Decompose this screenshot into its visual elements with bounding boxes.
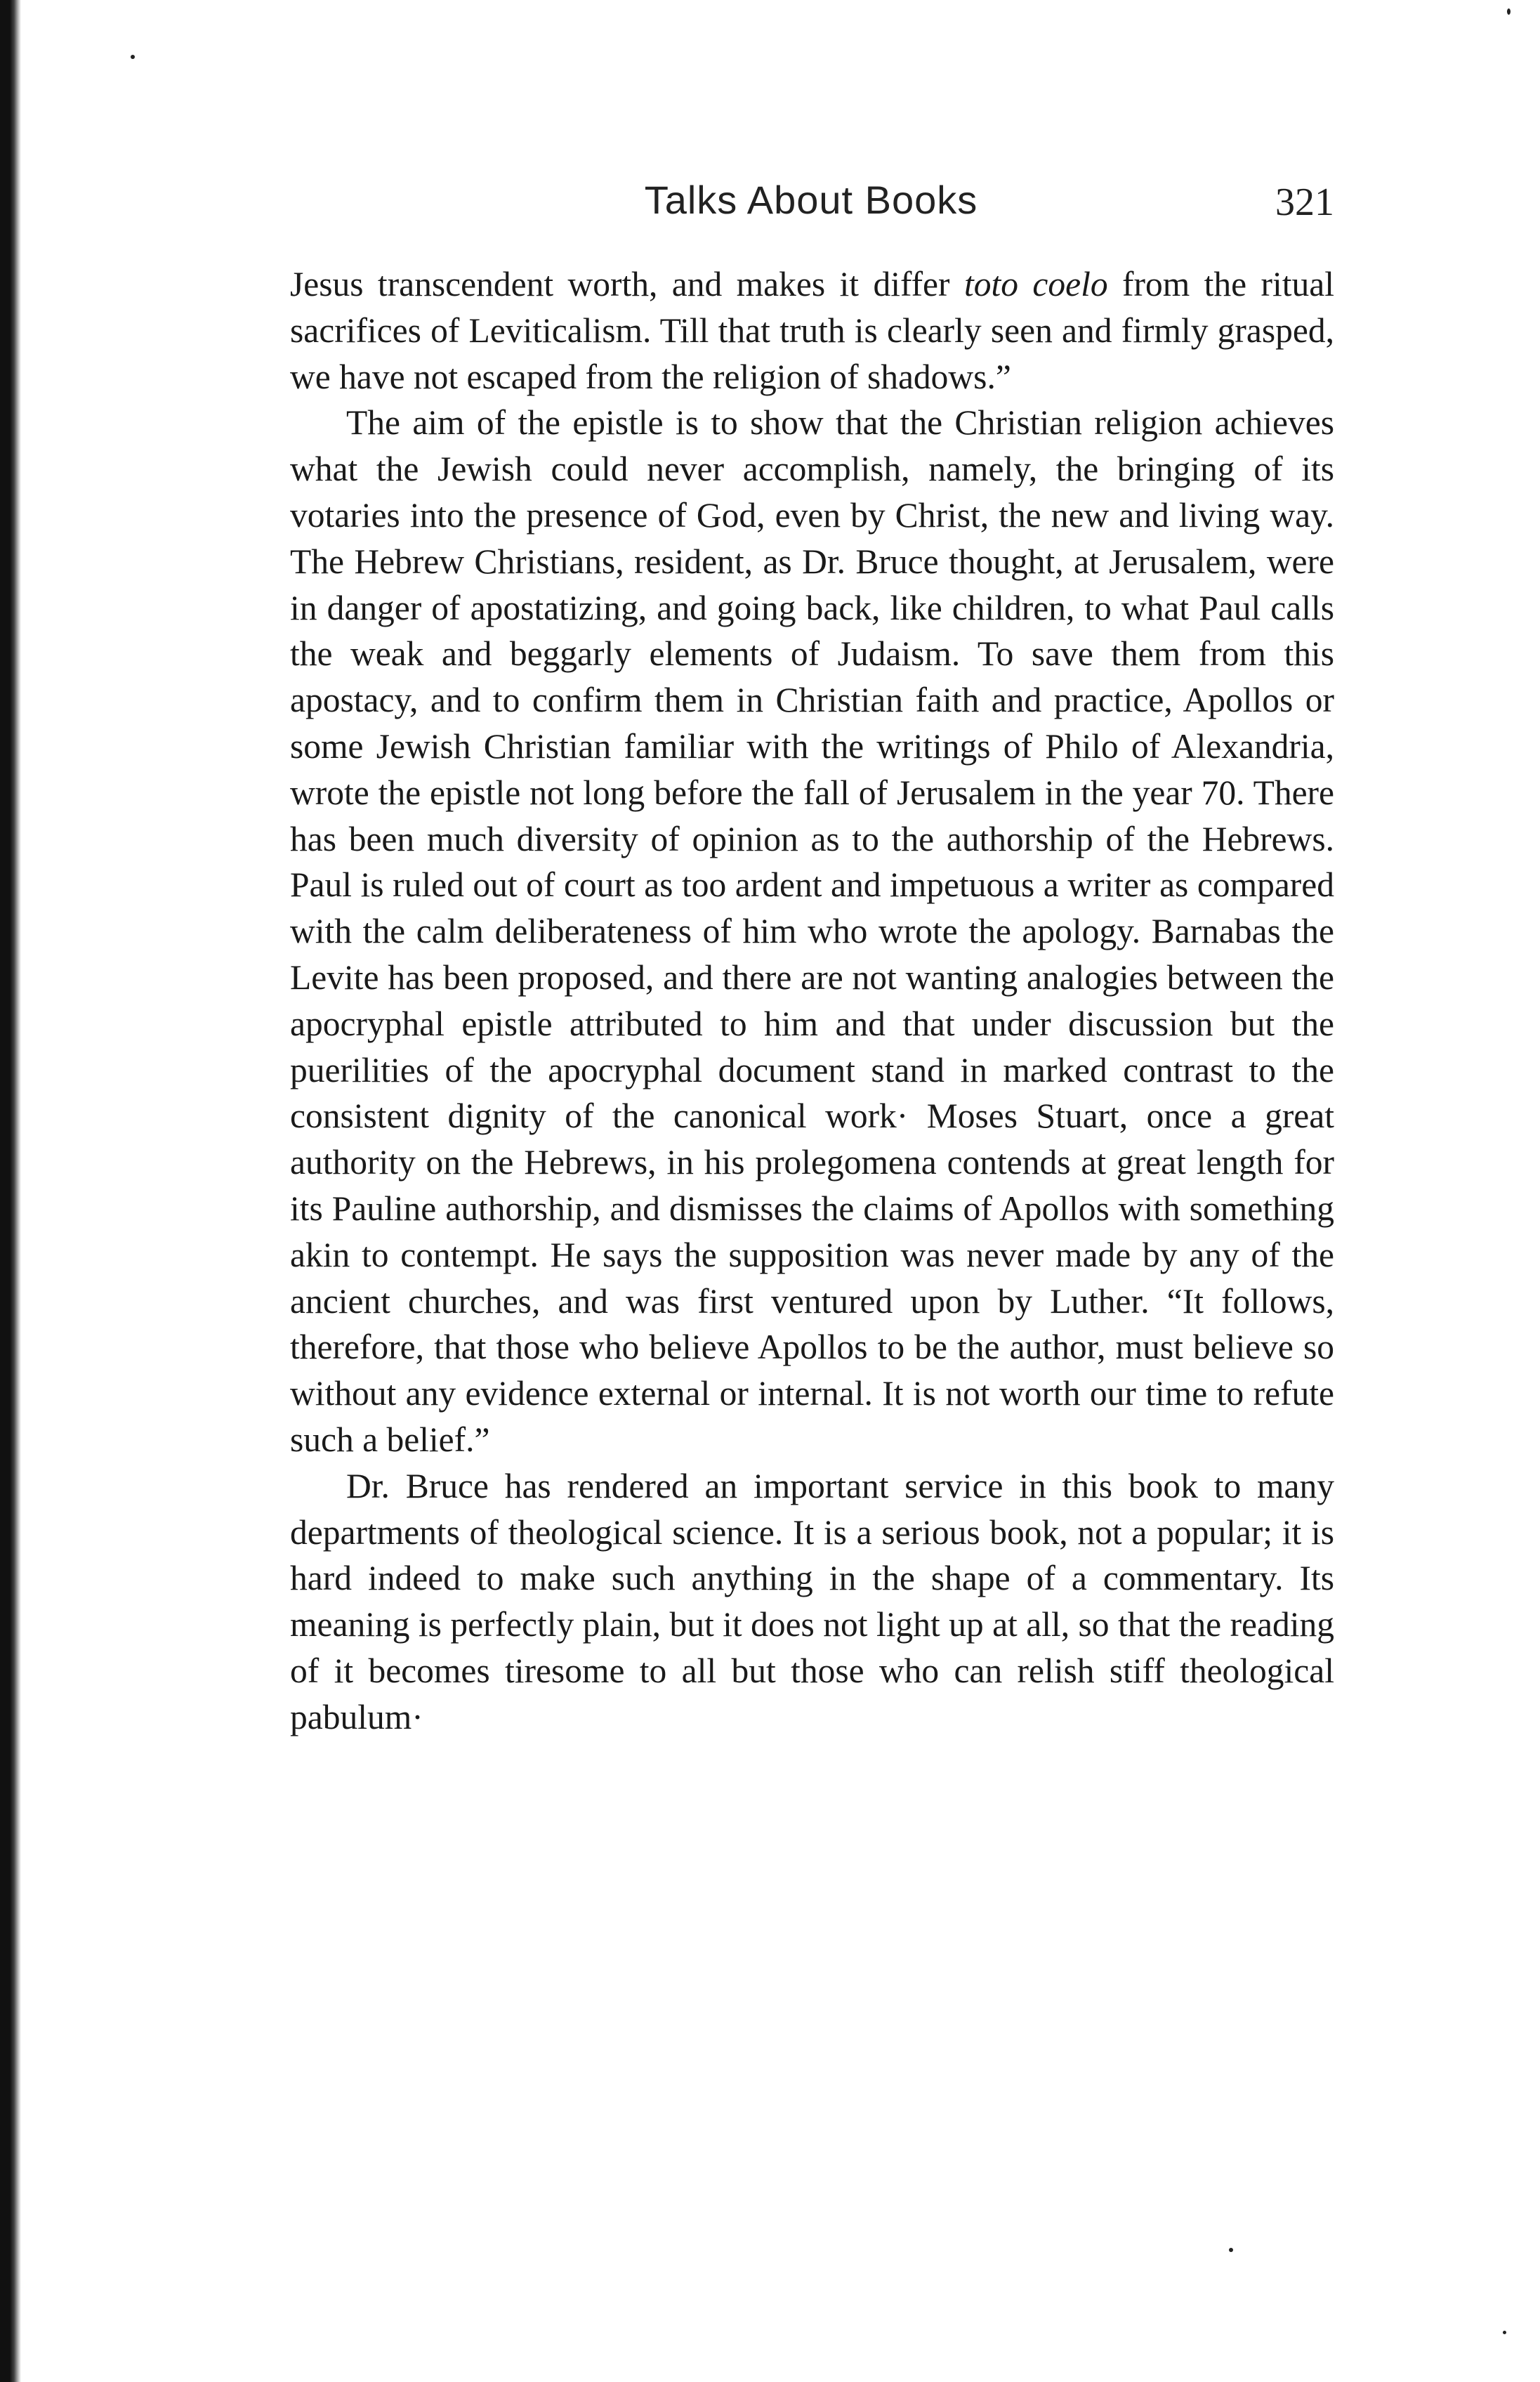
page-binding-edge — [0, 0, 21, 2382]
italic-phrase: toto coelo — [963, 265, 1108, 303]
scan-speck — [1229, 2248, 1233, 2252]
body-text — [290, 261, 1334, 1741]
scan-speck — [1503, 2331, 1506, 2334]
paragraph: The aim of the epistle is to show that the Christian religion achieves what the Jewish could never accomplish, namely, the bringing of its votaries into the presence of God, even by Christ, the new and living way. The Hebrew Christians, resident, as Dr. Bruce thought, at Jerusalem, were in danger of apostatizing, and going back, like children, to what Paul calls the weak and beggarly elements of Judaism. To save them from this apostacy, and to confirm them in Christian faith and practice, Apollos or some Jewish Christian familiar with the writings of Philo of Alexandria, wrote the epistle not long before the fall of Jerusalem in the year 70. There has been much diversity of opinion as to the authorship of the Hebrews. Paul is ruled out of court as too ardent and impetuous a writer as compared with the calm deliberateness of him who wrote the apology. Barnabas the Levite has been proposed, and there are not wanting analogies between the apocryphal epistle attributed to him and that under discussion but the puerilities of the apocryphal document stand in marked contrast to the consistent dignity of the canonical work· Moses Stuart, once a great authority on the Hebrews, in his prolegomena contends at great length for its Pauline authorship, and dismisses the claims of Apollos with something akin to contempt. He says the supposition was never made by any of the ancient churches, and was first ventured upon by Luther. “It follows, therefore, that those who believe Apollos to be the author, must believe so without any evidence external or internal. It is not worth our time to refute such a belief.” — [290, 403, 1334, 1459]
paragraph-continued — [290, 261, 1334, 400]
page-number: 321 — [1275, 181, 1334, 224]
scan-speck — [1507, 8, 1511, 15]
running-header — [288, 177, 1334, 233]
scan-speck — [131, 55, 135, 59]
running-title: Talks About Books — [644, 178, 978, 222]
paragraph: Dr. Bruce has rendered an important service in this book to many departments of theological science. It is a serious book, not a popular; it is hard indeed to make such anything in the shape of a commentary. Its meaning is perfectly plain, but it does not light up at all, so that the reading of it becomes tiresome to all but those who can relish stiff theological pabulum· — [290, 1466, 1334, 1736]
paragraph-text: from the ritual sacrifices of Leviticalism. Till that truth is clearly seen and firmly grasped, we have not escaped from the religion of shadows.” — [290, 265, 1335, 396]
paragraph-text: Jesus transcendent worth, and makes it differ — [290, 265, 964, 303]
